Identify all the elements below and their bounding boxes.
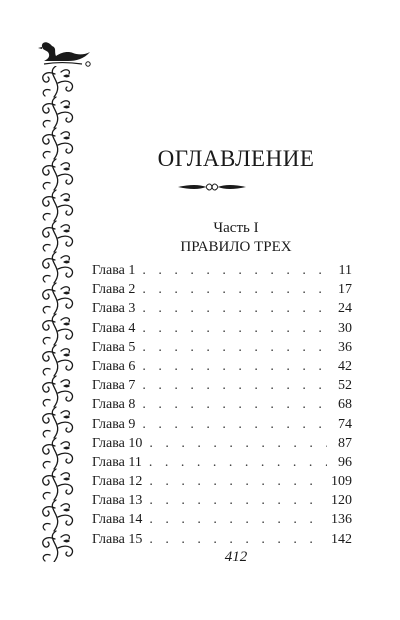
chapter-page-number: 120 (331, 493, 352, 509)
toc-entry (92, 395, 352, 414)
flourish-divider (176, 182, 248, 192)
toc-entry (92, 530, 352, 549)
chapter-page-number: 109 (331, 474, 352, 490)
vine-segment (43, 531, 73, 562)
chapter-label: Глава 9 (92, 416, 136, 432)
chapter-label: Глава 15 (92, 531, 143, 547)
chapter-page-number: 24 (338, 301, 352, 317)
vine-segment (43, 66, 73, 97)
vine-segment (43, 97, 73, 128)
vine-segment (43, 283, 73, 314)
dot-leader (142, 357, 327, 376)
chapter-page-number: 136 (331, 512, 352, 528)
chapter-page-number: 17 (338, 282, 352, 298)
part-number: Часть I (213, 220, 259, 236)
dot-leader (149, 472, 324, 491)
dot-leader (142, 376, 327, 395)
dot-leader (142, 395, 327, 414)
chapter-label: Глава 13 (92, 493, 143, 509)
toc-entry (92, 491, 352, 510)
dot-leader (149, 530, 324, 549)
dot-leader (149, 491, 324, 510)
toc-entry (92, 510, 352, 529)
chapter-label: Глава 8 (92, 397, 136, 413)
chapter-page-number: 30 (338, 320, 352, 336)
chapter-page-number: 87 (338, 435, 352, 451)
toc-entry (92, 338, 352, 357)
vine-segment (43, 500, 73, 531)
chapter-page-number: 74 (338, 416, 352, 432)
chapter-page-number: 11 (338, 263, 352, 278)
vine-segment (43, 438, 73, 469)
floral-vine-border (36, 66, 82, 562)
chapter-label: Глава 5 (92, 339, 136, 355)
part-title: ПРАВИЛО ТРЕХ (180, 239, 292, 255)
toc-entry (92, 261, 352, 280)
vine-segment (43, 376, 73, 407)
vine-segment (43, 345, 73, 376)
dot-leader (142, 280, 327, 299)
vine-segment (43, 314, 73, 345)
chapter-page-number: 68 (338, 397, 352, 413)
chapter-label: Глава 6 (92, 358, 136, 374)
dot-leader (142, 261, 327, 280)
toc-entry (92, 357, 352, 376)
chapter-label: Глава 10 (92, 435, 143, 451)
chapter-label: Глава 2 (92, 282, 136, 298)
toc-entry (92, 280, 352, 299)
dot-leader (149, 510, 324, 529)
toc-entry (92, 319, 352, 338)
toc-entry (92, 434, 352, 453)
chapter-page-number: 142 (331, 531, 352, 547)
vine-segment (43, 190, 73, 221)
dot-leader (149, 434, 327, 453)
chapter-page-number: 36 (338, 339, 352, 355)
swan-icon (38, 38, 94, 68)
chapter-label: Глава 11 (92, 454, 142, 470)
vine-segment (43, 252, 73, 283)
dot-leader (149, 453, 327, 472)
chapter-page-number: 52 (338, 378, 352, 394)
toc-entry (92, 472, 352, 491)
toc-entry (92, 453, 352, 472)
chapter-page-number: 42 (338, 358, 352, 374)
toc-entry (92, 376, 352, 395)
chapter-page-number: 96 (338, 454, 352, 470)
chapter-label: Глава 7 (92, 378, 136, 394)
dot-leader (142, 319, 327, 338)
chapter-label: Глава 3 (92, 301, 136, 317)
toc-entry (92, 415, 352, 434)
toc-list (92, 261, 352, 549)
chapter-label: Глава 12 (92, 474, 143, 490)
page-number: 412 (224, 549, 248, 565)
dot-leader (142, 415, 327, 434)
vine-segment (43, 469, 73, 500)
chapter-label: Глава 14 (92, 512, 143, 528)
vine-segment (43, 221, 73, 252)
vine-segment (43, 159, 73, 190)
chapter-label: Глава 4 (92, 320, 136, 336)
vine-segment (43, 128, 73, 159)
vine-segment (43, 407, 73, 438)
dot-leader (142, 299, 327, 318)
toc-title: ОГЛАВЛЕНИЕ (157, 146, 315, 171)
chapter-label: Глава 1 (92, 263, 136, 278)
toc-entry (92, 299, 352, 318)
dot-leader (142, 338, 327, 357)
